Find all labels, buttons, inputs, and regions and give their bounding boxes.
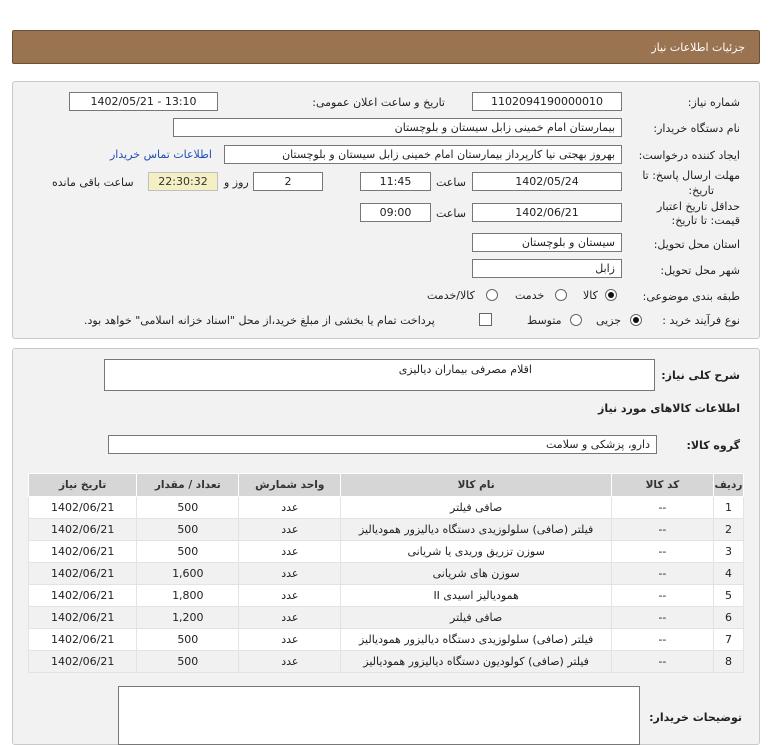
buyer-org-label: نام دستگاه خریدار: bbox=[653, 122, 740, 135]
items-table bbox=[28, 473, 744, 673]
general-desc-field bbox=[104, 359, 655, 391]
item-unit: عدد bbox=[239, 629, 341, 651]
col-name-header: نام کالا bbox=[341, 474, 612, 497]
item-quantity: 500 bbox=[137, 541, 239, 563]
item-name: سوزن های شریانی bbox=[341, 563, 612, 585]
table-row bbox=[29, 585, 744, 607]
goods-info-title: اطلاعات کالاهای مورد نیاز bbox=[598, 402, 740, 415]
goods-group-label: گروه کالا: bbox=[686, 439, 740, 452]
treasury-payment-note: پرداخت تمام یا بخشی از مبلغ خرید،از محل "اسناد خزانه اسلامی" خواهد بود. bbox=[84, 314, 435, 327]
process-type-label: نوع فرآیند خرید : bbox=[662, 314, 740, 327]
general-desc-text: اقلام مصرفی بیماران دیالیزی bbox=[398, 363, 532, 376]
item-name: فیلتر (صافی) سلولوزیدی دستگاه دیالیزور همودیالیز bbox=[341, 519, 612, 541]
col-qty-header: تعداد / مقدار bbox=[137, 474, 239, 497]
item-code: -- bbox=[611, 585, 713, 607]
item-quantity: 1,200 bbox=[137, 607, 239, 629]
item-name: سوزن تزریق وریدی یا شریانی bbox=[341, 541, 612, 563]
city-field: زابل bbox=[472, 259, 622, 278]
row-number: 1 bbox=[713, 497, 743, 519]
request-creator-label: ایجاد کننده درخواست: bbox=[638, 149, 740, 162]
item-quantity: 500 bbox=[137, 519, 239, 541]
item-code: -- bbox=[611, 563, 713, 585]
table-row bbox=[29, 519, 744, 541]
process-medium-label: متوسط bbox=[527, 314, 562, 327]
item-unit: عدد bbox=[239, 541, 341, 563]
page-title: جزئیات اطلاعات نیاز bbox=[651, 41, 745, 54]
remaining-days-field: 2 bbox=[253, 172, 323, 191]
table-row bbox=[29, 607, 744, 629]
item-need-date: 1402/06/21 bbox=[29, 585, 137, 607]
table-row bbox=[29, 541, 744, 563]
province-field: سیستان و بلوچستان bbox=[472, 233, 622, 252]
category-goods-radio[interactable] bbox=[605, 289, 617, 301]
category-label: طبقه بندی موضوعی: bbox=[642, 290, 740, 303]
row-number: 5 bbox=[713, 585, 743, 607]
table-row bbox=[29, 563, 744, 585]
row-number: 7 bbox=[713, 629, 743, 651]
item-unit: عدد bbox=[239, 563, 341, 585]
item-code: -- bbox=[611, 519, 713, 541]
table-row bbox=[29, 497, 744, 519]
item-name: فیلتر (صافی) سلولوزیدی دستگاه دیالیزور همودیالیز bbox=[341, 629, 612, 651]
buyer-org-field: بیمارستان امام خمینی زابل سیستان و بلوچستان bbox=[173, 118, 622, 137]
item-code: -- bbox=[611, 651, 713, 673]
request-creator-field: بهروز بهجتی نیا کارپرداز بیمارستان امام خمینی زابل سیستان و بلوچستان bbox=[224, 145, 622, 164]
deadline-date-field: 1402/05/24 bbox=[472, 172, 622, 191]
table-row bbox=[29, 629, 744, 651]
deadline-time-label: ساعت bbox=[436, 176, 466, 189]
price-validity-time-field: 09:00 bbox=[360, 203, 431, 222]
need-number-field: 1102094190000010 bbox=[472, 92, 622, 111]
row-number: 8 bbox=[713, 651, 743, 673]
announce-datetime-field: 1402/05/21 - 13:10 bbox=[69, 92, 218, 111]
item-need-date: 1402/06/21 bbox=[29, 607, 137, 629]
remaining-time-label: ساعت باقی مانده bbox=[52, 176, 134, 189]
item-need-date: 1402/06/21 bbox=[29, 563, 137, 585]
general-desc-label: شرح کلی نیاز: bbox=[661, 369, 740, 382]
item-code: -- bbox=[611, 629, 713, 651]
item-name: فیلتر (صافی) کولودیون دستگاه دیالیزور همودیالیز bbox=[341, 651, 612, 673]
treasury-payment-checkbox[interactable] bbox=[479, 313, 492, 326]
item-name: صافی فیلتر bbox=[341, 607, 612, 629]
item-unit: عدد bbox=[239, 651, 341, 673]
row-number: 6 bbox=[713, 607, 743, 629]
item-code: -- bbox=[611, 541, 713, 563]
row-number: 3 bbox=[713, 541, 743, 563]
item-unit: عدد bbox=[239, 607, 341, 629]
buyer-notes-field[interactable] bbox=[118, 686, 640, 745]
page-header bbox=[12, 30, 760, 64]
item-quantity: 500 bbox=[137, 497, 239, 519]
announce-datetime-label: تاریخ و ساعت اعلان عمومی: bbox=[312, 96, 445, 109]
item-unit: عدد bbox=[239, 519, 341, 541]
col-unit-header: واحد شمارش bbox=[239, 474, 341, 497]
item-name: صافی فیلتر bbox=[341, 497, 612, 519]
price-validity-sub-label: قیمت: تا تاریخ: bbox=[671, 214, 740, 227]
item-code: -- bbox=[611, 497, 713, 519]
row-number: 4 bbox=[713, 563, 743, 585]
process-medium-radio[interactable] bbox=[570, 314, 582, 326]
table-row bbox=[29, 651, 744, 673]
item-need-date: 1402/06/21 bbox=[29, 519, 137, 541]
deadline-time-field: 11:45 bbox=[360, 172, 431, 191]
item-need-date: 1402/06/21 bbox=[29, 541, 137, 563]
price-validity-label: حداقل تاریخ اعتبار bbox=[656, 200, 740, 213]
category-goods-service-radio[interactable] bbox=[486, 289, 498, 301]
buyer-notes-label: توضیحات خریدار: bbox=[649, 711, 742, 724]
item-quantity: 1,600 bbox=[137, 563, 239, 585]
item-quantity: 500 bbox=[137, 651, 239, 673]
item-code: -- bbox=[611, 607, 713, 629]
category-service-radio[interactable] bbox=[555, 289, 567, 301]
category-service-label: خدمت bbox=[515, 289, 545, 302]
remaining-time-field: 22:30:32 bbox=[148, 172, 218, 191]
col-code-header: کد کالا bbox=[611, 474, 713, 497]
item-quantity: 500 bbox=[137, 629, 239, 651]
process-minor-radio[interactable] bbox=[630, 314, 642, 326]
category-goods-label: کالا bbox=[583, 289, 598, 302]
process-minor-label: جزیی bbox=[596, 314, 622, 327]
item-name: همودیالیز اسیدی II bbox=[341, 585, 612, 607]
items-table-header bbox=[29, 474, 744, 497]
item-quantity: 1,800 bbox=[137, 585, 239, 607]
item-need-date: 1402/06/21 bbox=[29, 497, 137, 519]
item-need-date: 1402/06/21 bbox=[29, 629, 137, 651]
price-validity-date-field: 1402/06/21 bbox=[472, 203, 622, 222]
days-label: روز و bbox=[224, 176, 249, 189]
buyer-contact-link[interactable]: اطلاعات تماس خریدار bbox=[110, 148, 212, 161]
item-unit: عدد bbox=[239, 497, 341, 519]
price-validity-time-label: ساعت bbox=[436, 207, 466, 220]
item-unit: عدد bbox=[239, 585, 341, 607]
category-goods-service-label: کالا/خدمت bbox=[427, 289, 475, 302]
city-label: شهر محل تحویل: bbox=[660, 264, 740, 277]
item-need-date: 1402/06/21 bbox=[29, 651, 137, 673]
deadline-label: مهلت ارسال پاسخ: تا bbox=[642, 169, 740, 182]
province-label: استان محل تحویل: bbox=[653, 238, 740, 251]
deadline-date-sub-label: تاریخ: bbox=[688, 184, 714, 197]
goods-group-field: دارو، پزشکی و سلامت bbox=[108, 435, 657, 454]
need-number-label: شماره نیاز: bbox=[687, 96, 740, 109]
col-row-header: ردیف bbox=[713, 474, 743, 497]
col-date-header: تاریخ نیاز bbox=[29, 474, 137, 497]
row-number: 2 bbox=[713, 519, 743, 541]
